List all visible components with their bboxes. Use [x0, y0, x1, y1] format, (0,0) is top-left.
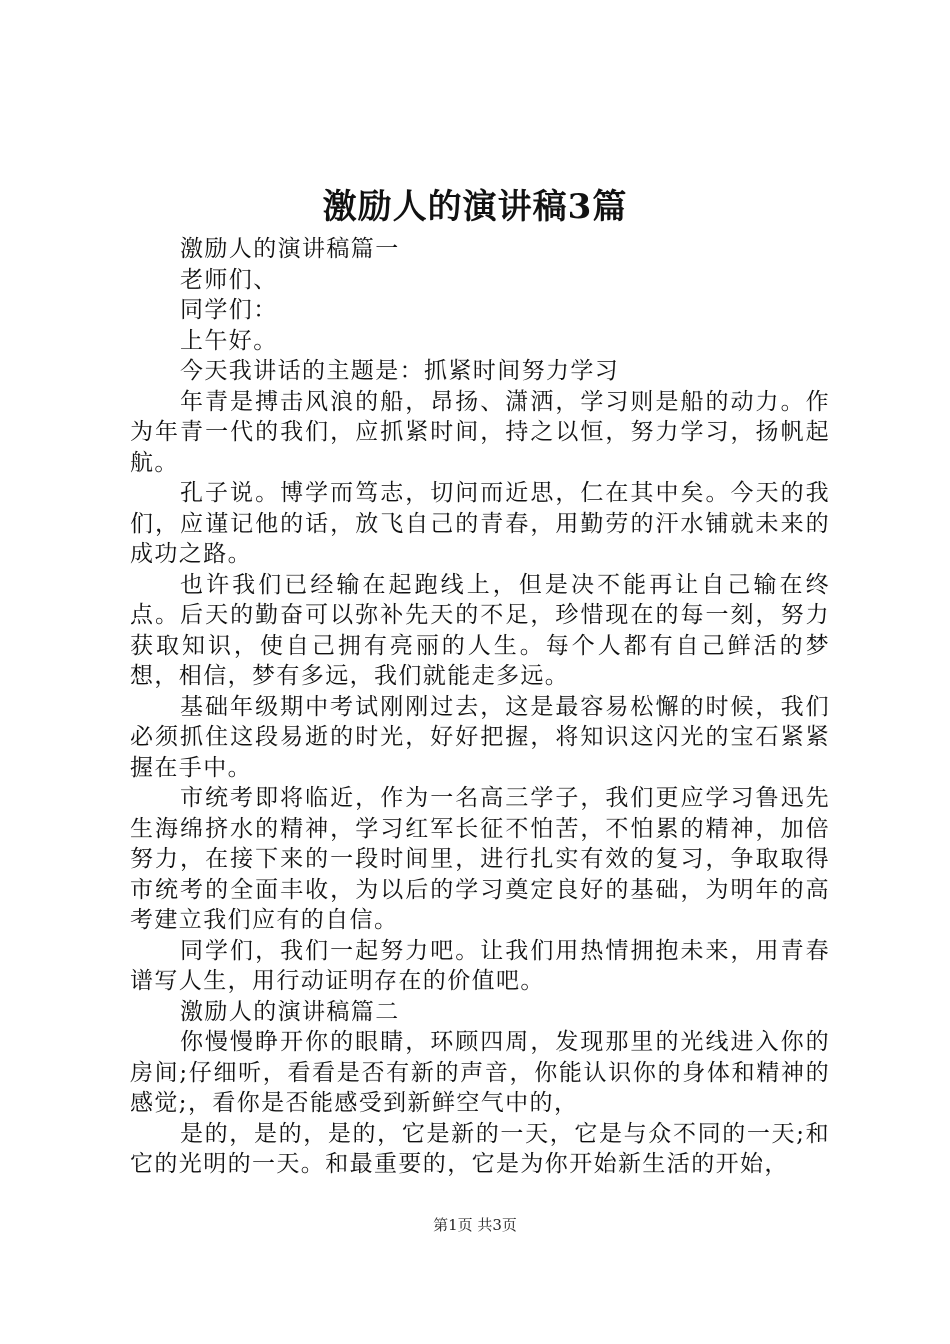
section-heading-2: 激励人的演讲稿篇二: [180, 998, 400, 1025]
document-body: [130, 234, 830, 1180]
paragraph: 年青是搏击风浪的船，昂扬、潇洒，学习则是船的动力。作为年青一代的我们，应抓紧时间，持之以恒，努力学习，扬帆起航。: [130, 388, 830, 476]
speech-topic: 今天我讲话的主题是：抓紧时间努力学习: [180, 358, 620, 384]
paragraph: 你慢慢睁开你的眼睛，环顾四周，发现那里的光线进入你的房间;仔细听，看看是否有新的声音，你能认识你的身体和精神的感觉;，看你是否能感受到新鲜空气中的，: [130, 1029, 830, 1116]
paragraph: 是的，是的，是的，它是新的一天，它是与众不同的一天;和它的光明的一天。和最重要的，它是为你开始新生活的开始，: [130, 1120, 830, 1177]
paragraph: 基础年级期中考试刚刚过去，这是最容易松懈的时候，我们必须抓住这段易逝的时光，好好把握，将知识这闪光的宝石紧紧握在手中。: [130, 693, 830, 781]
document-title: 激励人的演讲稿3篇: [322, 187, 628, 227]
paragraph: 也许我们已经输在起跑线上，但是决不能再让自己输在终点。后天的勤奋可以弥补先天的不足，珍惜现在的每一刻，努力获取知识，使自己拥有亮丽的人生。每个人都有自己鲜活的梦想，相信，梦有多远，我们就能走多远。: [130, 571, 830, 689]
salutation-teachers: 老师们、: [180, 266, 278, 293]
greeting: 上午好。: [180, 327, 278, 354]
paragraph: 同学们，我们一起努力吧。让我们用热情拥抱未来，用青春谱写人生，用行动证明存在的价值吧。: [130, 937, 830, 994]
paragraph: 市统考即将临近，作为一名高三学子，我们更应学习鲁迅先生海绵挤水的精神，学习红军长征不怕苦，不怕累的精神，加倍努力，在接下来的一段时间里，进行扎实有效的复习，争取取得市统考的全面丰收，为以后的学习奠定良好的基础，为明年的高考建立我们应有的自信。: [130, 785, 830, 933]
section-heading-1: 激励人的演讲稿篇一: [180, 236, 400, 262]
paragraph: 孔子说。博学而笃志，切问而近思，仁在其中矣。今天的我们，应谨记他的话，放飞自己的青春，用勤劳的汗水铺就未来的成功之路。: [130, 480, 830, 567]
salutation-students: 同学们：: [180, 297, 278, 323]
page-footer: 第1页 共3页: [433, 1216, 517, 1234]
